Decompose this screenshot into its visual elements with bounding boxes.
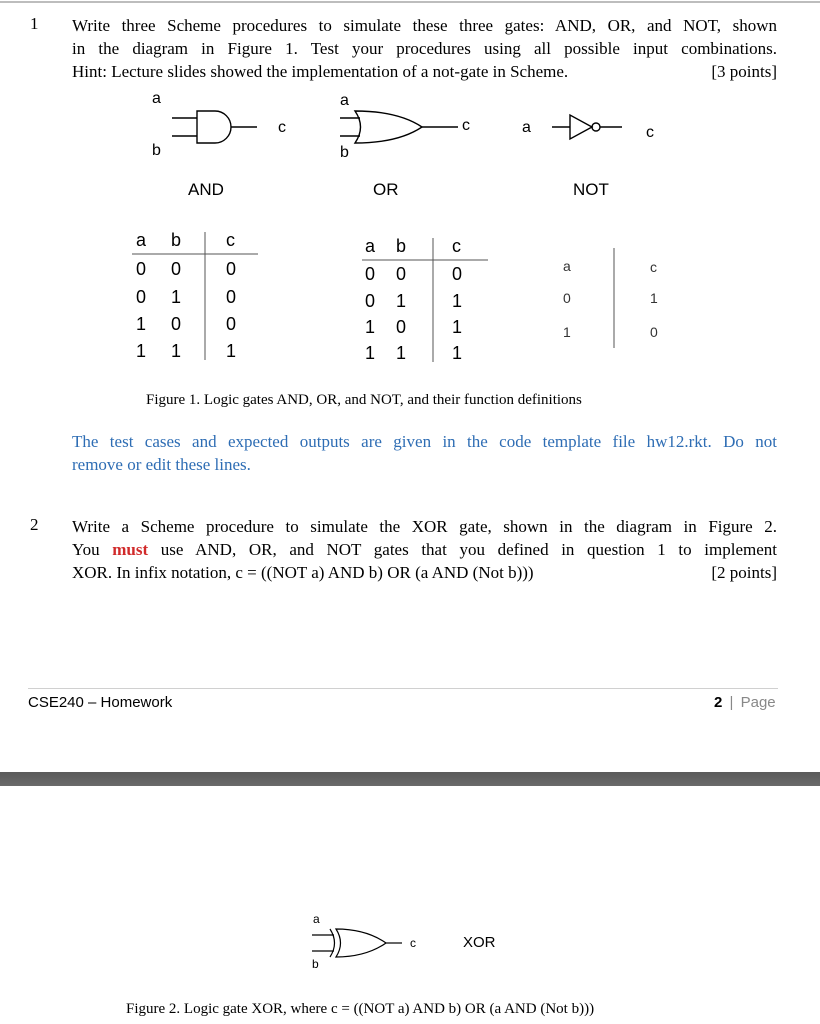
and-table-cell: 1 bbox=[171, 341, 182, 361]
or-table-cell: 1 bbox=[396, 343, 407, 363]
or-table-cell: 1 bbox=[396, 291, 407, 311]
question-2-line: Write a Scheme procedure to simulate the XOR gate, shown in the diagram in Figure 2. bbox=[72, 517, 777, 536]
xor-input-b-label: b bbox=[312, 957, 319, 971]
question-2-number: 2 bbox=[30, 515, 39, 534]
and-table-header-c: c bbox=[226, 230, 235, 250]
question-1-line: Write three Scheme procedures to simulate these three gates: AND, OR, and NOT, shown bbox=[72, 16, 777, 35]
note-line: The test cases and expected outputs are given in the code template file hw12.rkt. Do not bbox=[72, 432, 777, 451]
or-gate-title: OR bbox=[373, 180, 399, 199]
and-table-cell: 0 bbox=[226, 259, 237, 279]
and-table-cell: 1 bbox=[226, 341, 237, 361]
or-table-cell: 0 bbox=[365, 291, 376, 311]
question-2-line bbox=[72, 538, 777, 561]
gate-symbols bbox=[0, 0, 820, 200]
must-emphasis: must bbox=[112, 540, 149, 559]
and-table-cell: 0 bbox=[171, 259, 182, 279]
question-1-points: [3 points] bbox=[711, 62, 777, 81]
question-2-points: [2 points] bbox=[711, 563, 777, 582]
page-separator-band bbox=[0, 772, 820, 786]
not-output-c-label: c bbox=[646, 124, 654, 141]
and-table-cell: 0 bbox=[136, 287, 147, 307]
question-2-line2-pre: You bbox=[72, 540, 113, 559]
or-table-cell: 0 bbox=[396, 264, 407, 284]
or-table-cell: 1 bbox=[452, 317, 463, 337]
and-table-cell: 1 bbox=[136, 341, 147, 361]
not-table-cell: 0 bbox=[563, 290, 571, 306]
figure-1-caption: Figure 1. Logic gates AND, OR, and NOT, and their function definitions bbox=[146, 392, 582, 408]
question-2-text bbox=[72, 515, 777, 584]
or-table-cell: 1 bbox=[365, 343, 376, 363]
question-2-line-last bbox=[72, 561, 777, 584]
or-table-header-c: c bbox=[452, 236, 461, 256]
not-table-cell: 1 bbox=[650, 290, 658, 306]
footer-course: CSE240 – Homework bbox=[28, 694, 173, 711]
and-table-cell: 0 bbox=[171, 314, 182, 334]
not-table-header-a: a bbox=[563, 258, 571, 274]
test-cases-note bbox=[72, 430, 777, 476]
question-2-line2-post: use AND, OR, and NOT gates that you defined in question 1 to implement bbox=[148, 540, 777, 559]
or-table-header-a: a bbox=[365, 236, 376, 256]
and-input-a-label: a bbox=[152, 90, 161, 107]
and-gate-title: AND bbox=[188, 180, 224, 199]
question-1-hint: Hint: Lecture slides showed the implementation of a not-gate in Scheme. bbox=[72, 62, 569, 81]
or-gate-icon bbox=[340, 111, 458, 143]
figure-2-caption: Figure 2. Logic gate XOR, where c = ((NOT a) AND b) OR (a AND (Not b))) bbox=[126, 1001, 595, 1017]
and-input-b-label: b bbox=[152, 142, 161, 159]
footer-rule bbox=[28, 688, 778, 689]
and-table-cell: 1 bbox=[136, 314, 147, 334]
or-input-a-label: a bbox=[340, 92, 349, 109]
and-table-cell: 0 bbox=[226, 287, 237, 307]
and-table-cell: 1 bbox=[171, 287, 182, 307]
or-table-cell: 0 bbox=[365, 264, 376, 284]
or-output-c-label: c bbox=[462, 117, 470, 134]
page-label: Page bbox=[740, 694, 776, 711]
and-table-header-a: a bbox=[136, 230, 147, 250]
question-1-number: 1 bbox=[30, 14, 39, 33]
not-table-header-c: c bbox=[650, 259, 657, 275]
and-table-header-b: b bbox=[171, 230, 182, 250]
or-input-b-label: b bbox=[340, 144, 349, 161]
and-gate-icon bbox=[172, 111, 257, 143]
not-table-cell: 1 bbox=[563, 324, 571, 340]
xor-output-c-label: c bbox=[410, 936, 416, 950]
question-2-infix: XOR. In infix notation, c = ((NOT a) AND b) OR (a AND (Not b))) bbox=[72, 563, 534, 582]
truth-table-lines bbox=[0, 220, 820, 370]
note-line: remove or edit these lines. bbox=[72, 455, 251, 474]
footer-page bbox=[714, 694, 776, 711]
or-table-cell: 0 bbox=[452, 264, 463, 284]
page-separator: | bbox=[729, 694, 734, 711]
not-gate-title: NOT bbox=[573, 180, 609, 199]
not-table-cell: 0 bbox=[650, 324, 658, 340]
or-table-cell: 1 bbox=[452, 343, 463, 363]
xor-gate-title: XOR bbox=[463, 934, 496, 951]
and-table-cell: 0 bbox=[226, 314, 237, 334]
or-table-cell: 1 bbox=[452, 291, 463, 311]
or-table-cell: 0 bbox=[396, 317, 407, 337]
question-1-line: in the diagram in Figure 1. Test your procedures using all possible input combinations. bbox=[72, 39, 777, 58]
page-number: 2 bbox=[714, 694, 723, 711]
not-input-a-label: a bbox=[522, 119, 531, 136]
xor-input-a-label: a bbox=[313, 912, 320, 926]
not-gate-icon bbox=[552, 115, 622, 139]
and-output-c-label: c bbox=[278, 119, 286, 136]
or-table-cell: 1 bbox=[365, 317, 376, 337]
or-table-header-b: b bbox=[396, 236, 407, 256]
and-table-cell: 0 bbox=[136, 259, 147, 279]
